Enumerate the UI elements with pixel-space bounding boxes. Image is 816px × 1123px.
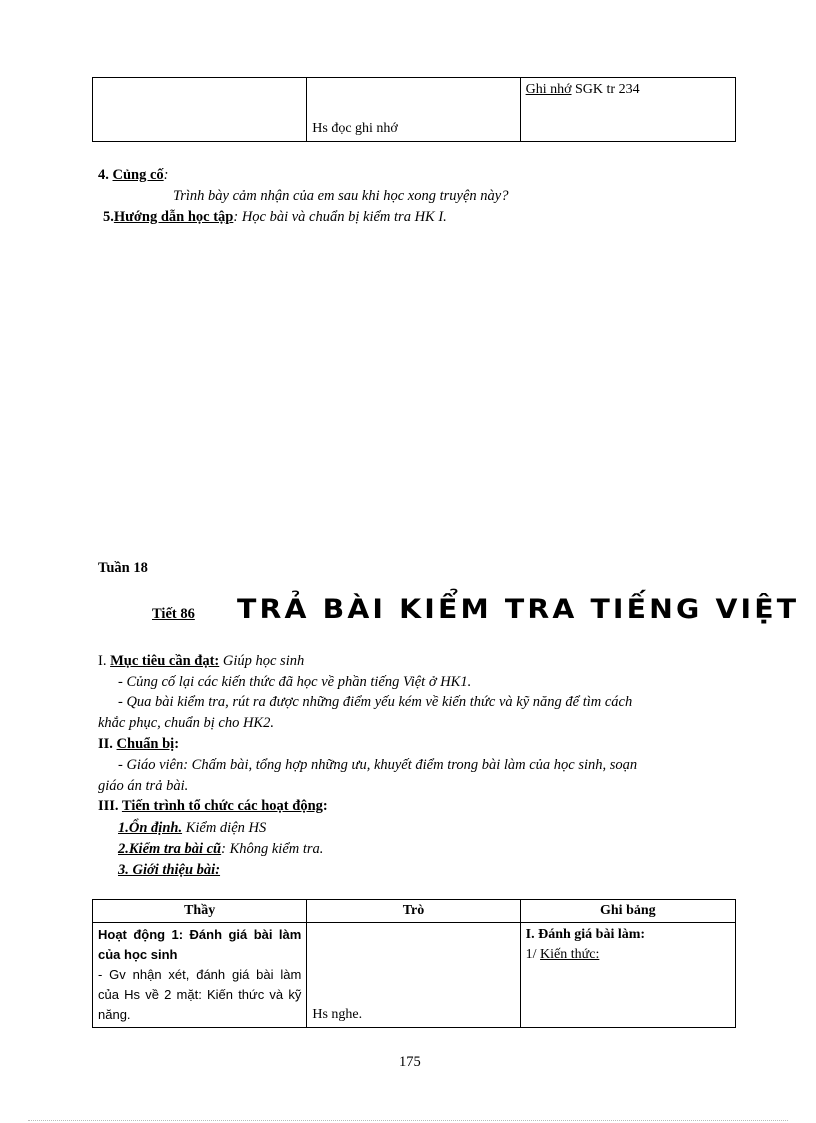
board-title: I. Đánh giá bài làm:: [525, 927, 646, 942]
header-teacher: Thầy: [93, 900, 307, 923]
read-note-text: Hs đọc ghi nhớ: [312, 121, 398, 136]
top-table-cell-student: [307, 78, 520, 142]
step2-text: : Không kiểm tra.: [221, 841, 324, 857]
student-response: Hs nghe.: [312, 1007, 363, 1022]
part2-line2: giáo án trả bài.: [98, 778, 189, 794]
top-table: [92, 77, 736, 142]
part1-title: Mục tiêu cần đạt:: [110, 653, 220, 669]
board-item-number: 1/: [525, 947, 541, 962]
part1-bullet1: - Củng cố lại các kiến thức đã học về phần tiếng Việt ở HK1.: [118, 674, 472, 690]
section5-text: : Học bài và chuẩn bị kiểm tra HK I.: [233, 209, 447, 225]
part1-roman: I.: [98, 653, 111, 669]
step1-line: [118, 818, 266, 838]
header-student: Trò: [307, 900, 520, 923]
step1-text: Kiểm diện HS: [182, 820, 267, 836]
section4-colon: :: [163, 167, 169, 183]
part1-heading: [98, 651, 304, 671]
step1-title: 1.Ổn định.: [118, 820, 183, 836]
footer-divider: [28, 1120, 788, 1121]
activity1-title: Hoạt động 1: Đánh giá bài làm của học sinh: [98, 927, 302, 962]
part1-bullet2a: - Qua bài kiểm tra, rút ra được những điểm yếu kém về kiến thức và kỹ năng để tìm cách: [118, 694, 633, 710]
activity-table: [92, 899, 736, 1028]
part2-heading: [98, 734, 179, 754]
page-number: 175: [399, 1054, 421, 1070]
top-table-cell-board: [520, 78, 735, 142]
teacher-cell: [93, 923, 307, 1028]
top-table-cell-teacher: [93, 78, 307, 142]
section5-title: Hướng dẫn học tập: [113, 209, 234, 225]
part2-colon: :: [174, 736, 180, 752]
part3-colon: :: [322, 798, 328, 814]
part1-intro: Giúp học sinh: [219, 653, 305, 669]
student-cell: [307, 923, 520, 1028]
lesson-number: Tiết 86: [152, 606, 195, 622]
board-item-label: Kiến thức:: [540, 947, 600, 962]
board-item: [526, 945, 730, 965]
note-label: Ghi nhớ: [525, 82, 572, 97]
section4-text: Trình bày cảm nhận của em sau khi học xong truyện này?: [173, 188, 509, 204]
step3-title: 3. Giới thiệu bài:: [118, 862, 221, 878]
part2-line1: - Giáo viên: Chấm bài, tổng hợp những ưu, khuyết điểm trong bài làm của học sinh, soạn: [118, 757, 638, 773]
step2-title: 2.Kiểm tra bài cũ: [118, 841, 222, 857]
section4-heading: [98, 165, 169, 185]
section4-label: 4.: [98, 167, 113, 183]
part1-bullet2b: khắc phục, chuẩn bị cho HK2.: [98, 715, 274, 731]
part2-title: Chuẩn bị: [116, 736, 175, 752]
activity1-text: - Gv nhận xét, đánh giá bài làm của Hs về 2 mặt: Kiến thức và kỹ năng.: [98, 967, 302, 1022]
step2-line: [118, 839, 323, 859]
part3-heading: [98, 796, 328, 816]
week-label: Tuần 18: [98, 560, 148, 576]
note-ref: SGK tr 234: [571, 82, 640, 97]
part3-roman: III.: [98, 798, 122, 814]
part3-title: Tiến trình tổ chức các hoạt động: [121, 798, 323, 814]
lesson-title: TRẢ BÀI KIỂM TRA TIẾNG VIỆT: [237, 594, 800, 625]
header-board: Ghi bảng: [520, 900, 735, 923]
section4-title: Củng cố: [112, 167, 164, 183]
part2-roman: II.: [98, 736, 117, 752]
section5-label: 5.: [103, 209, 114, 225]
section5-line: [103, 207, 447, 227]
board-cell: [520, 923, 735, 1028]
